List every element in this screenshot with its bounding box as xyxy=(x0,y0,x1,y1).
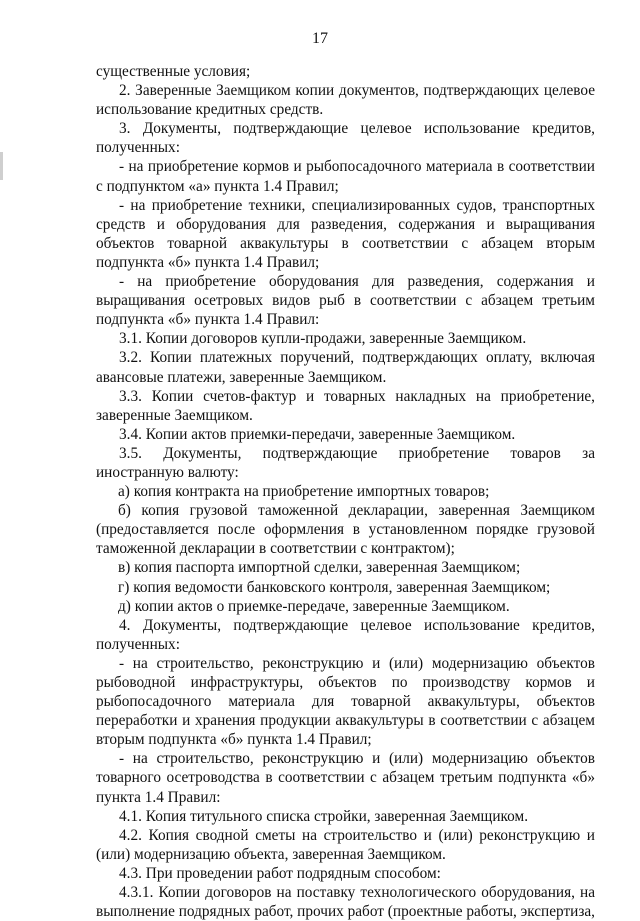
paragraph: 4.3. При проведении работ подрядным способом: xyxy=(119,864,441,882)
list-item: д) копии актов о приемке-передаче, заверенные Заемщиком. xyxy=(118,597,510,615)
paragraph: 3. Документы, подтверждающие целевое использование кредитов, полученных: xyxy=(96,120,595,157)
paragraph: 3.4. Копии актов приемки-передачи, заверенные Заемщиком. xyxy=(119,425,516,443)
document-body xyxy=(96,62,595,921)
list-item: г) копия ведомости банковского контроля, заверенная Заемщиком; xyxy=(118,578,551,596)
paragraph: 3.5. Документы, подтверждающие приобретение товаров за иностранную валюту: xyxy=(96,444,595,481)
paragraph: 4.3.1. Копии договоров на поставку технологического оборудования, на выполнение подрядных работ, прочих работ (проектные работы, экспертиза, xyxy=(96,884,595,921)
scan-edge-mark xyxy=(0,152,3,180)
list-item: - на приобретение кормов и рыбопосадочного материала в соответствии с подпунктом «а» пункта 1.4 Правил; xyxy=(96,158,595,195)
list-item: а) копия контракта на приобретение импортных товаров; xyxy=(118,483,490,501)
paragraph: 3.1. Копии договоров купли-продажи, заверенные Заемщиком. xyxy=(119,330,527,348)
paragraph: 3.3. Копии счетов-фактур и товарных накладных на приобретение, заверенные Заемщиком. xyxy=(96,387,595,424)
list-item: - на строительство, реконструкцию и (или) модернизацию объектов рыбоводной инфраструктуры, объектов по производству кормов и рыбопосадочного материала для товарной аквакультуры, объектов переработки и хранения продукции аквакультуры в соответствии с абзацем вторым подпункта «б» пункта 1.4 Правил; xyxy=(96,654,595,749)
list-item: в) копия паспорта импортной сделки, заверенная Заемщиком; xyxy=(118,559,521,577)
paragraph: существенные условия; xyxy=(96,63,251,80)
paragraph: 4.1. Копия титульного списка стройки, заверенная Заемщиком. xyxy=(119,807,529,825)
page-number: 17 xyxy=(312,30,328,47)
list-item: б) копия грузовой таможенной декларации, заверенная Заемщиком (предоставляется после оформления в установленном порядке грузовой таможенной декларации в соответствии с контрактом); xyxy=(96,502,595,558)
paragraph: 4. Документы, подтверждающие целевое использование кредитов, полученных: xyxy=(96,616,595,653)
paragraph: 2. Заверенные Заемщиком копии документов, подтверждающих целевое использование кредитных средств. xyxy=(96,82,595,119)
list-item: - на приобретение оборудования для разведения, содержания и выращивания осетровых видов рыб в соответствии с абзацем третьим подпункта «б» пункта 1.4 Правил: xyxy=(96,273,595,329)
paragraph: 4.2. Копия сводной сметы на строительство и (или) реконструкцию и (или) модернизацию объекта, заверенная Заемщиком. xyxy=(96,826,595,863)
list-item: - на приобретение техники, специализированных судов, транспортных средств и оборудования для разведения, содержания и выращивания объектов товарной аквакультуры в соответствии с абзацем вторым подпункта «б» пункта 1.4 Правил; xyxy=(96,196,595,271)
list-item: - на строительство, реконструкцию и (или) модернизацию объектов товарного осетроводства в соответствии с абзацем третьим подпункта «б» пункта 1.4 Правил: xyxy=(96,750,595,806)
paragraph: 3.2. Копии платежных поручений, подтверждающих оплату, включая авансовые платежи, заверенные Заемщиком. xyxy=(96,349,595,386)
